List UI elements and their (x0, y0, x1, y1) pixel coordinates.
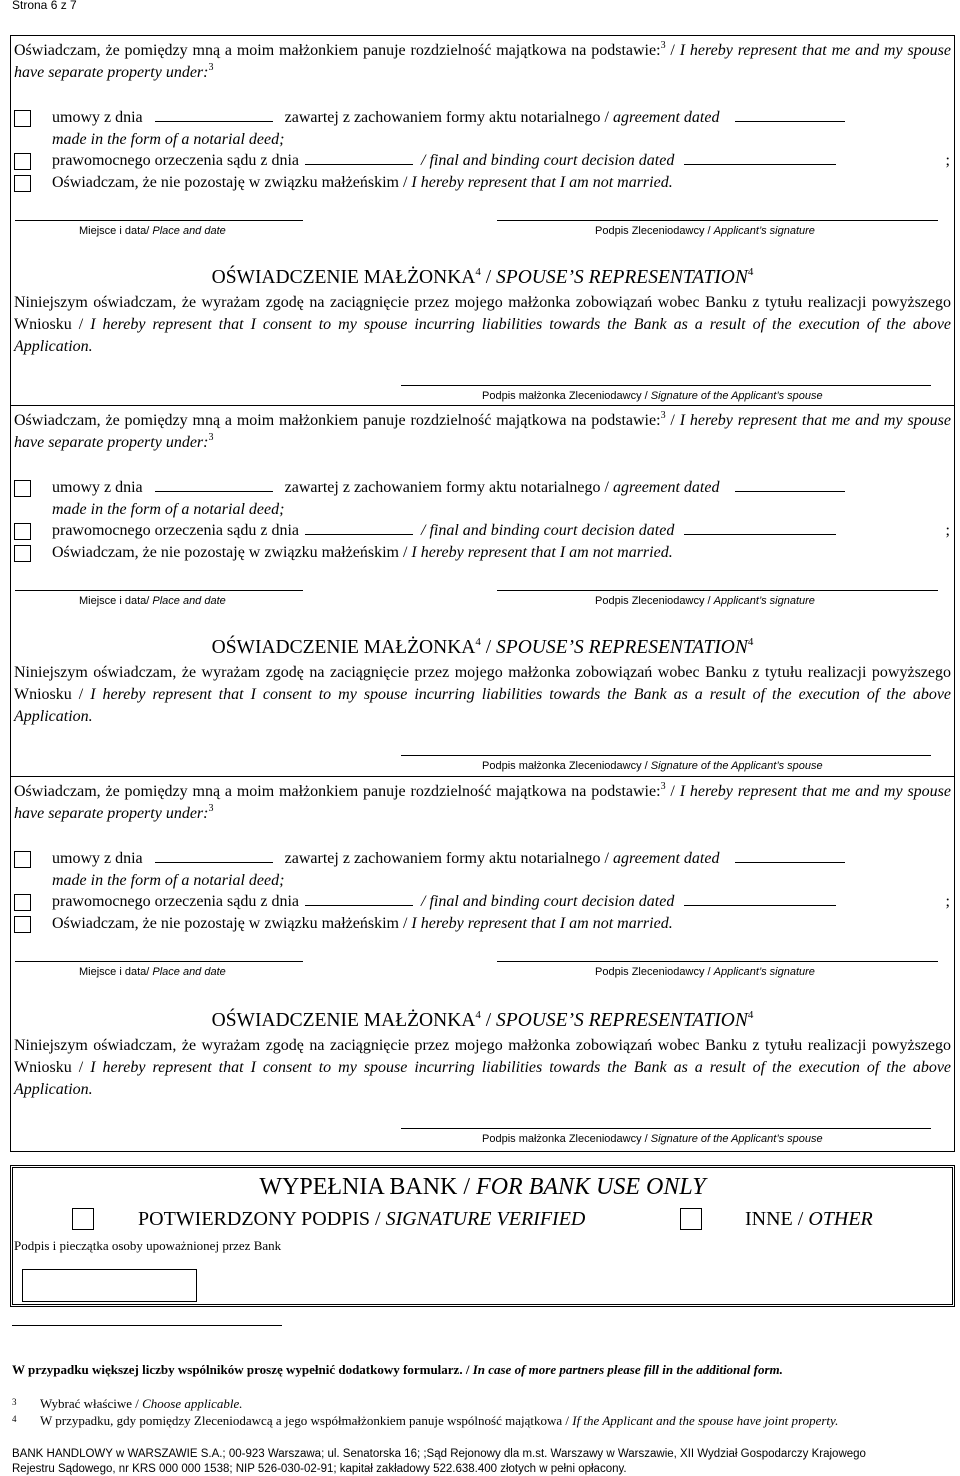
stamp-field[interactable] (22, 1269, 197, 1302)
spouse-representation-title: OŚWIADCZENIE MAŁŻONKA$^4$ / SPOUSE’S REPRESENTATION$^4$ (211, 266, 754, 288)
agreement-date-field[interactable] (155, 848, 273, 863)
court-decision-date-field[interactable] (684, 891, 836, 906)
spouse-signature-caption: Podpis małżonka Zleceniodawcy / Signature of the Applicant’s spouse (482, 1133, 823, 1145)
checkbox-agreement[interactable] (14, 110, 31, 127)
checkbox-not-married[interactable] (14, 175, 31, 192)
spouse-consent-text: Niniejszym oświadczam, że wyrażam zgodę na zaciągnięcie przez mojego małżonka zobowiązań wobec Banku z tytułu realizacji powyższego Wniosku / I hereby represent that I consent to my spouse incurring liabilities towards the Bank as a result of the execution of the above Application. (14, 294, 952, 355)
checkbox-not-married[interactable] (14, 916, 31, 933)
spouse-signature-caption: Podpis małżonka Zleceniodawcy / Signature of the Applicant’s spouse (482, 760, 823, 772)
agreement-date-field-2[interactable] (735, 848, 845, 863)
spouse-signature-line[interactable] (401, 385, 931, 386)
spouse-signature-line[interactable] (401, 1128, 931, 1129)
agreement-date-field-2[interactable] (735, 477, 845, 492)
separate-property-intro: Oświadczam, że pomiędzy mną a moim małżonkiem panuje rozdzielność majątkowa na podstawie:$^3$ / I hereby represent that me and my spouse have separate property under:$^3$ (14, 40, 952, 81)
checkbox-court-decision[interactable] (14, 153, 31, 170)
applicant-signature-line[interactable] (497, 590, 938, 591)
place-date-caption: Miejsce i data/ Place and date (79, 225, 226, 237)
agreement-date-field-2[interactable] (735, 107, 845, 122)
declaration-block-1: Oświadczam, że pomiędzy mną a moim małżonkiem panuje rozdzielność majątkowa na podstawie:$^3$ / I hereby represent that me and my spouse have separate property under:$^3$ umowy z dnia zawartej z zachowaniem formy aktu notarialnego / agreement dated made in the form of a notarial deed; prawomocnego orzeczenia sądu z dnia / final and binding court decision dated ; Oświadczam, że nie pozostaję w związku małżeńskim / I hereby represent that I am not married. Miejsce i data/ Place and date Podpis Zleceniodawcy / Applicant’s signature OŚWIADCZENIE MAŁŻONKA$^4$ / SPOUSE’S REPRESENTATION$^4$ Niniejszym oświadczam, że wyrażam zgodę na zaciągnięcie przez mojego małżonka zobowiązań wobec Banku z tytułu realizacji powyższego Wniosku / I hereby represent that I consent to my spouse incurring liabilities towards the Bank as a result of the execution of the above Application. Podpis małżonka Zleceniodawcy / Signature of the Applicant’s spouse (10, 35, 955, 406)
court-date-field[interactable] (305, 520, 413, 535)
checkbox-signature-verified[interactable] (72, 1208, 94, 1230)
applicant-signature-caption: Podpis Zleceniodawcy / Applicant’s signature (595, 966, 815, 978)
applicant-signature-caption: Podpis Zleceniodawcy / Applicant’s signature (595, 595, 815, 607)
checkbox-court-decision[interactable] (14, 894, 31, 911)
checkbox-court-decision[interactable] (14, 523, 31, 540)
spouse-signature-line[interactable] (401, 755, 931, 756)
checkbox-not-married[interactable] (14, 545, 31, 562)
footnote-separator (12, 1325, 282, 1326)
separate-property-intro: Oświadczam, że pomiędzy mną a moim małżonkiem panuje rozdzielność majątkowa na podstawie:$^3$ / I hereby represent that me and my spouse have separate property under:$^3$ (14, 410, 952, 451)
court-decision-date-field[interactable] (684, 150, 836, 165)
bank-address-line-2: Rejestru Sądowego, nr KRS 000 000 1538; NIP 526-030-02-91; kapitał zakładowy 522.638.400 złotych w pełni opłacony. (12, 1463, 627, 1475)
other-label: INNE / OTHER (745, 1208, 873, 1230)
applicant-signature-line[interactable] (497, 220, 938, 221)
court-date-field[interactable] (305, 891, 413, 906)
agreement-date-field[interactable] (155, 477, 273, 492)
spouse-representation-title: OŚWIADCZENIE MAŁŻONKA$^4$ / SPOUSE’S REPRESENTATION$^4$ (211, 636, 754, 658)
declaration-block-3: Oświadczam, że pomiędzy mną a moim małżonkiem panuje rozdzielność majątkowa na podstawie:$^3$ / I hereby represent that me and my spouse have separate property under:$^3$ umowy z dnia zawartej z zachowaniem formy aktu notarialnego / agreement dated made in the form of a notarial deed; prawomocnego orzeczenia sądu z dnia / final and binding court decision dated ; Oświadczam, że nie pozostaję w związku małżeńskim / I hereby represent that I am not married. Miejsce i data/ Place and date Podpis Zleceniodawcy / Applicant’s signature OŚWIADCZENIE MAŁŻONKA$^4$ / SPOUSE’S REPRESENTATION$^4$ Niniejszym oświadczam, że wyrażam zgodę na zaciągnięcie przez mojego małżonka zobowiązań wobec Banku z tytułu realizacji powyższego Wniosku / I hereby represent that I consent to my spouse incurring liabilities towards the Bank as a result of the execution of the above Application. Podpis małżonka Zleceniodawcy / Signature of the Applicant’s spouse (10, 777, 955, 1152)
declaration-block-2: Oświadczam, że pomiędzy mną a moim małżonkiem panuje rozdzielność majątkowa na podstawie:$^3$ / I hereby represent that me and my spouse have separate property under:$^3$ umowy z dnia zawartej z zachowaniem formy aktu notarialnego / agreement dated made in the form of a notarial deed; prawomocnego orzeczenia sądu z dnia / final and binding court decision dated ; Oświadczam, że nie pozostaję w związku małżeńskim / I hereby represent that I am not married. Miejsce i data/ Place and date Podpis Zleceniodawcy / Applicant’s signature OŚWIADCZENIE MAŁŻONKA$^4$ / SPOUSE’S REPRESENTATION$^4$ Niniejszym oświadczam, że wyrażam zgodę na zaciągnięcie przez mojego małżonka zobowiązań wobec Banku z tytułu realizacji powyższego Wniosku / I hereby represent that I consent to my spouse incurring liabilities towards the Bank as a result of the execution of the above Application. Podpis małżonka Zleceniodawcy / Signature of the Applicant’s spouse (10, 406, 955, 777)
bank-use-only-box (10, 1165, 955, 1307)
checkbox-agreement[interactable] (14, 851, 31, 868)
signature-verified-label: POTWIERDZONY PODPIS / SIGNATURE VERIFIED (138, 1208, 586, 1230)
court-date-field[interactable] (305, 150, 413, 165)
place-date-caption: Miejsce i data/ Place and date (79, 966, 226, 978)
place-date-line[interactable] (15, 590, 303, 591)
place-date-line[interactable] (15, 961, 303, 962)
spouse-representation-title: OŚWIADCZENIE MAŁŻONKA$^4$ / SPOUSE’S REPRESENTATION$^4$ (211, 1009, 754, 1031)
partners-note: W przypadku większej liczby wspólników proszę wypełnić dodatkowy formularz. / In case of more partners please fill in the additional form. (12, 1362, 783, 1377)
bank-use-title: WYPEŁNIA BANK / FOR BANK USE ONLY (259, 1174, 706, 1200)
checkbox-other[interactable] (680, 1208, 702, 1230)
checkbox-agreement[interactable] (14, 480, 31, 497)
footnote-3: 3 Wybrać właściwe / Choose applicable. (12, 1396, 243, 1411)
page-number: Strona 6 z 7 (12, 0, 77, 12)
spouse-signature-caption: Podpis małżonka Zleceniodawcy / Signature of the Applicant’s spouse (482, 390, 823, 402)
bank-address-line-1: BANK HANDLOWY w WARSZAWIE S.A.; 00-923 Warszawa; ul. Senatorska 16; ;Sąd Rejonowy dla m.st. Warszawy w Warszawie, XII Wydział Gospodarczy Krajowego (12, 1448, 866, 1460)
stamp-label: Podpis i pieczątka osoby upoważnionej przez Bank (14, 1238, 282, 1253)
place-date-line[interactable] (15, 220, 303, 221)
agreement-date-field[interactable] (155, 107, 273, 122)
applicant-signature-caption: Podpis Zleceniodawcy / Applicant’s signature (595, 225, 815, 237)
court-decision-date-field[interactable] (684, 520, 836, 535)
applicant-signature-line[interactable] (497, 961, 938, 962)
place-date-caption: Miejsce i data/ Place and date (79, 595, 226, 607)
separate-property-intro: Oświadczam, że pomiędzy mną a moim małżonkiem panuje rozdzielność majątkowa na podstawie:$^3$ / I hereby represent that me and my spouse have separate property under:$^3$ (14, 781, 952, 822)
spouse-consent-text: Niniejszym oświadczam, że wyrażam zgodę na zaciągnięcie przez mojego małżonka zobowiązań wobec Banku z tytułu realizacji powyższego Wniosku / I hereby represent that I consent to my spouse incurring liabilities towards the Bank as a result of the execution of the above Application. (14, 664, 952, 725)
spouse-consent-text: Niniejszym oświadczam, że wyrażam zgodę na zaciągnięcie przez mojego małżonka zobowiązań wobec Banku z tytułu realizacji powyższego Wniosku / I hereby represent that I consent to my spouse incurring liabilities towards the Bank as a result of the execution of the above Application. (14, 1037, 952, 1098)
footnote-4: 4 W przypadku, gdy pomiędzy Zleceniodawcą a jego współmałżonkiem panuje wspólność majątkowa / If the Applicant and the spouse have joint property. (12, 1413, 839, 1428)
